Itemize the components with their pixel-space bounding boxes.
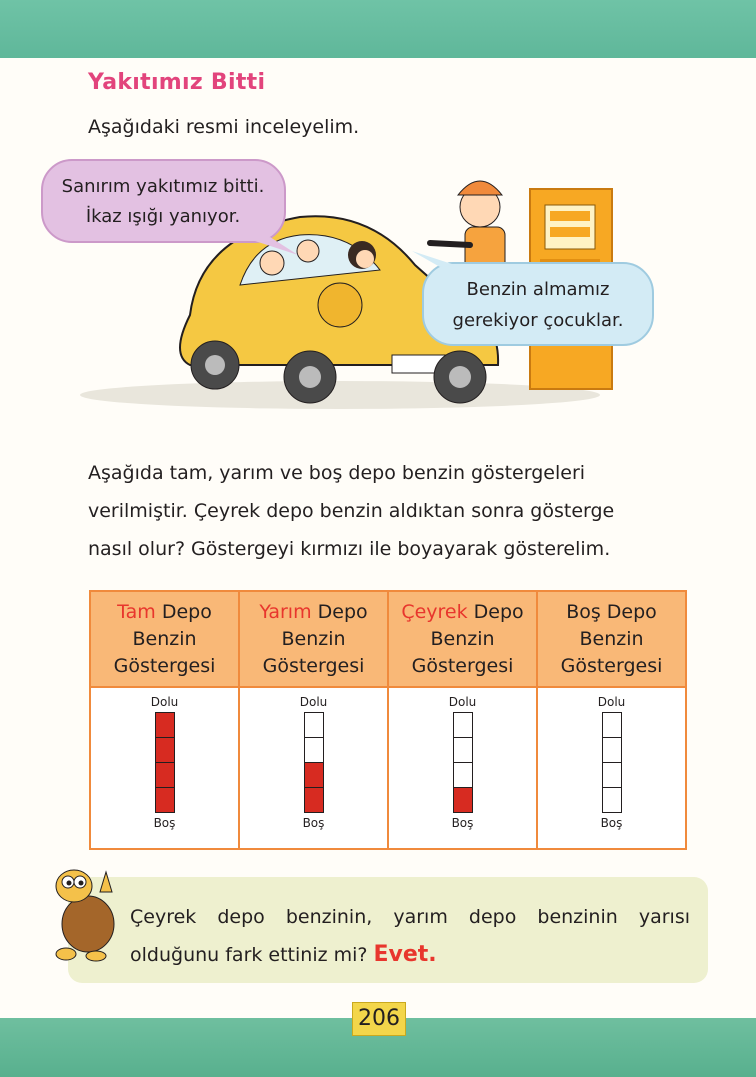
gauge-segment xyxy=(603,763,621,788)
gauge-label-empty: Boş xyxy=(153,816,176,830)
note-question: Çeyrek depo benzinin, yarım depo benzinin yarısı olduğunu fark ettiniz mi? xyxy=(130,906,690,966)
gauge-segment xyxy=(305,763,323,788)
bubble-left-line2: İkaz ışığı yanıyor. xyxy=(85,206,241,227)
paragraph-line: verilmiştir. Çeyrek depo benzin aldıktan sonra gösterge xyxy=(88,500,615,522)
gauge-header-half: Yarım Depo Benzin Göstergesi xyxy=(239,591,388,687)
gauge-cell[interactable] xyxy=(388,687,537,849)
gauge-label-empty: Boş xyxy=(302,816,325,830)
gauge-label-empty: Boş xyxy=(451,816,474,830)
gauge-header-quarter: Çeyrek Depo Benzin Göstergesi xyxy=(388,591,537,687)
instruction-paragraph xyxy=(88,454,688,568)
intro-text: Aşağıdaki resmi inceleyelim. xyxy=(88,116,360,138)
fuel-gauge-table xyxy=(89,590,687,850)
gauge-meter xyxy=(602,712,622,813)
gas-station-illustration xyxy=(40,155,680,425)
gauge-segment xyxy=(305,713,323,738)
gauge-label-full: Dolu xyxy=(150,695,179,709)
gauge-segment[interactable] xyxy=(454,763,472,788)
gauge-segment xyxy=(603,788,621,812)
top-band xyxy=(0,0,756,58)
gauge-label-full: Dolu xyxy=(597,695,626,709)
fuel-gauge xyxy=(294,694,334,831)
gauge-segment[interactable] xyxy=(454,713,472,738)
gauge-segment[interactable] xyxy=(454,738,472,763)
gauge-segment xyxy=(156,713,174,738)
gauge-header-full: Tam Depo Benzin Göstergesi xyxy=(90,591,239,687)
paragraph-line: nasıl olur? Göstergeyi kırmızı ile boyayarak gösterelim. xyxy=(88,538,611,560)
note-text xyxy=(130,898,690,974)
gauge-header-empty: Boş Depo Benzin Göstergesi xyxy=(537,591,686,687)
gauge-label-full: Dolu xyxy=(299,695,328,709)
speech-bubble-left xyxy=(42,160,298,255)
fuel-gauge xyxy=(592,694,632,831)
gauge-label-empty: Boş xyxy=(600,816,623,830)
bubble-right-line1: Benzin almamız xyxy=(466,279,610,300)
speech-bubble-right xyxy=(412,251,653,345)
gauge-label-full: Dolu xyxy=(448,695,477,709)
ground-shadow xyxy=(80,381,600,409)
fuel-gauge xyxy=(145,694,185,831)
gauge-segment xyxy=(603,713,621,738)
gauge-segment xyxy=(305,788,323,812)
gauge-cell xyxy=(90,687,239,849)
gauge-meter xyxy=(304,712,324,813)
note-answer: Evet. xyxy=(373,942,437,967)
gauge-segment xyxy=(156,788,174,812)
gauge-segment xyxy=(156,763,174,788)
gauge-segment xyxy=(305,738,323,763)
bubble-left-line1: Sanırım yakıtımız bitti. xyxy=(61,176,265,197)
turtle-mascot-icon xyxy=(44,862,124,962)
section-title: Yakıtımız Bitti xyxy=(88,70,266,95)
fuel-gauge[interactable] xyxy=(443,694,483,831)
gauge-cell xyxy=(239,687,388,849)
page-number: 206 xyxy=(352,1002,406,1036)
gauge-cell xyxy=(537,687,686,849)
gauge-segment[interactable] xyxy=(454,788,472,812)
gauge-meter[interactable] xyxy=(453,712,473,813)
gauge-segment xyxy=(156,738,174,763)
gauge-segment xyxy=(603,738,621,763)
paragraph-line: Aşağıda tam, yarım ve boş depo benzin göstergeleri xyxy=(88,462,586,484)
bubble-right-line2: gerekiyor çocuklar. xyxy=(452,310,624,331)
gauge-meter xyxy=(155,712,175,813)
